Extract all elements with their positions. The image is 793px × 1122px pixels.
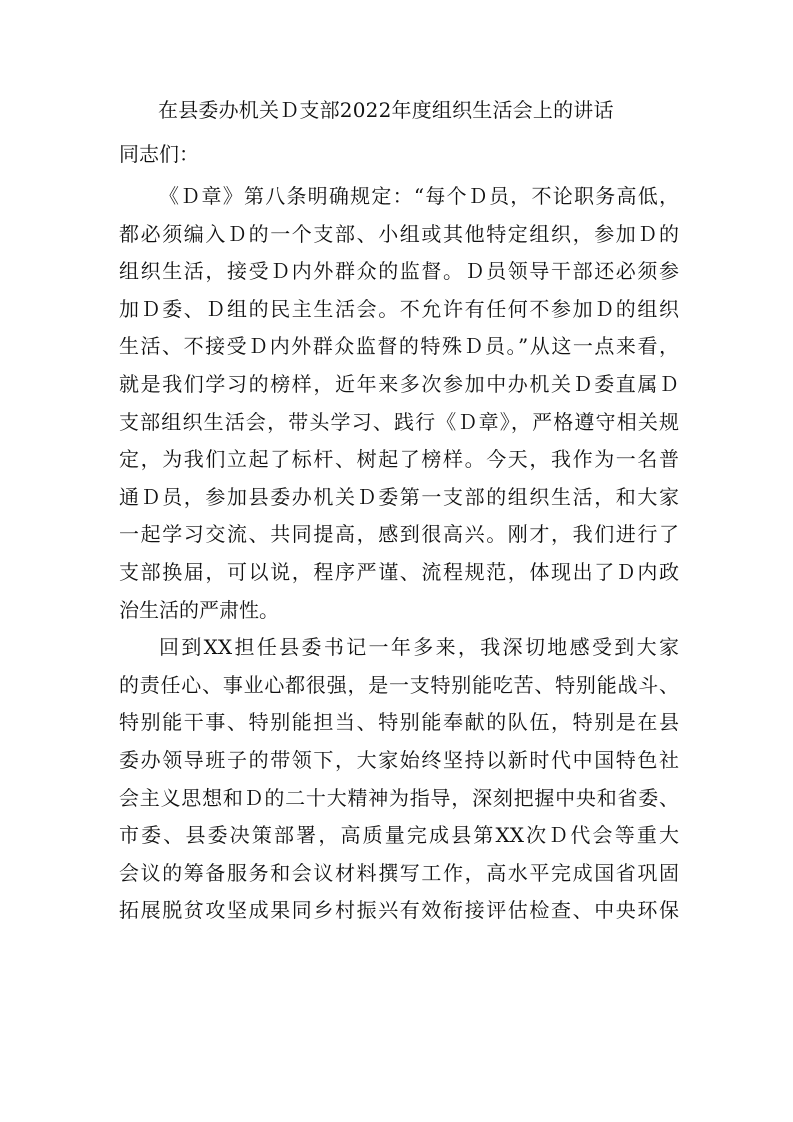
paragraph-line: 加Ｄ委、Ｄ组的民主生活会。不允许有任何不参加Ｄ的组织 [119,296,679,321]
paragraph-line: 特别能干事、特别能担当、特别能奉献的队伍，特别是在县 [119,710,679,735]
paragraph-line: 都必须编入Ｄ的一个支部、小组或其他特定组织，参加Ｄ的 [119,221,679,246]
paragraph-line: 回到XX担任县委书记一年多来，我深切地感受到大家 [159,635,679,660]
paragraph-line: 委办领导班子的带领下，大家始终坚持以新时代中国特色社 [119,747,679,772]
paragraph-line: 组织生活，接受Ｄ内外群众的监督。Ｄ员领导干部还必须参 [119,259,679,284]
document-body [119,178,679,930]
paragraph-line: 拓展脱贫攻坚成果同乡村振兴有效衔接评估检查、中央环保 [119,898,679,923]
paragraph-line: 会主义思想和Ｄ的二十大精神为指导，深刻把握中央和省委、 [119,785,679,810]
paragraph-line: 定，为我们立起了标杆、树起了榜样。今天，我作为一名普 [119,447,679,472]
paragraph-line: 《Ｄ章》第八条明确规定：“每个Ｄ员，不论职务高低， [159,184,679,208]
paragraph-line: 支部换届，可以说，程序严谨、流程规范，体现出了Ｄ内政 [119,559,679,584]
paragraph-line: 的责任心、事业心都很强，是一支特别能吃苦、特别能战斗、 [119,672,679,697]
paragraph-line: 就是我们学习的榜样，近年来多次参加中办机关Ｄ委直属Ｄ [119,371,679,396]
salutation: 同志们： [119,142,199,166]
paragraph-line: 支部组织生活会，带头学习、践行《Ｄ章》，严格遵守相关规 [119,409,679,434]
paragraph-line: 生活、不接受Ｄ内外群众监督的特殊Ｄ员。”从这一点来看， [119,334,679,359]
paragraph-line: 市委、县委决策部署，高质量完成县第XX次Ｄ代会等重大 [119,823,679,848]
paragraph-line: 一起学习交流、共同提高，感到很高兴。刚才，我们进行了 [119,522,679,547]
document-title: 在县委办机关Ｄ支部2022年度组织生活会上的讲话 [158,98,614,122]
paragraph-line: 治生活的严肃性。 [119,597,279,622]
paragraph-line: 会议的筹备服务和会议材料撰写工作，高水平完成国省巩固 [119,860,679,885]
paragraph-line: 通Ｄ员，参加县委办机关Ｄ委第一支部的组织生活，和大家 [119,484,679,509]
